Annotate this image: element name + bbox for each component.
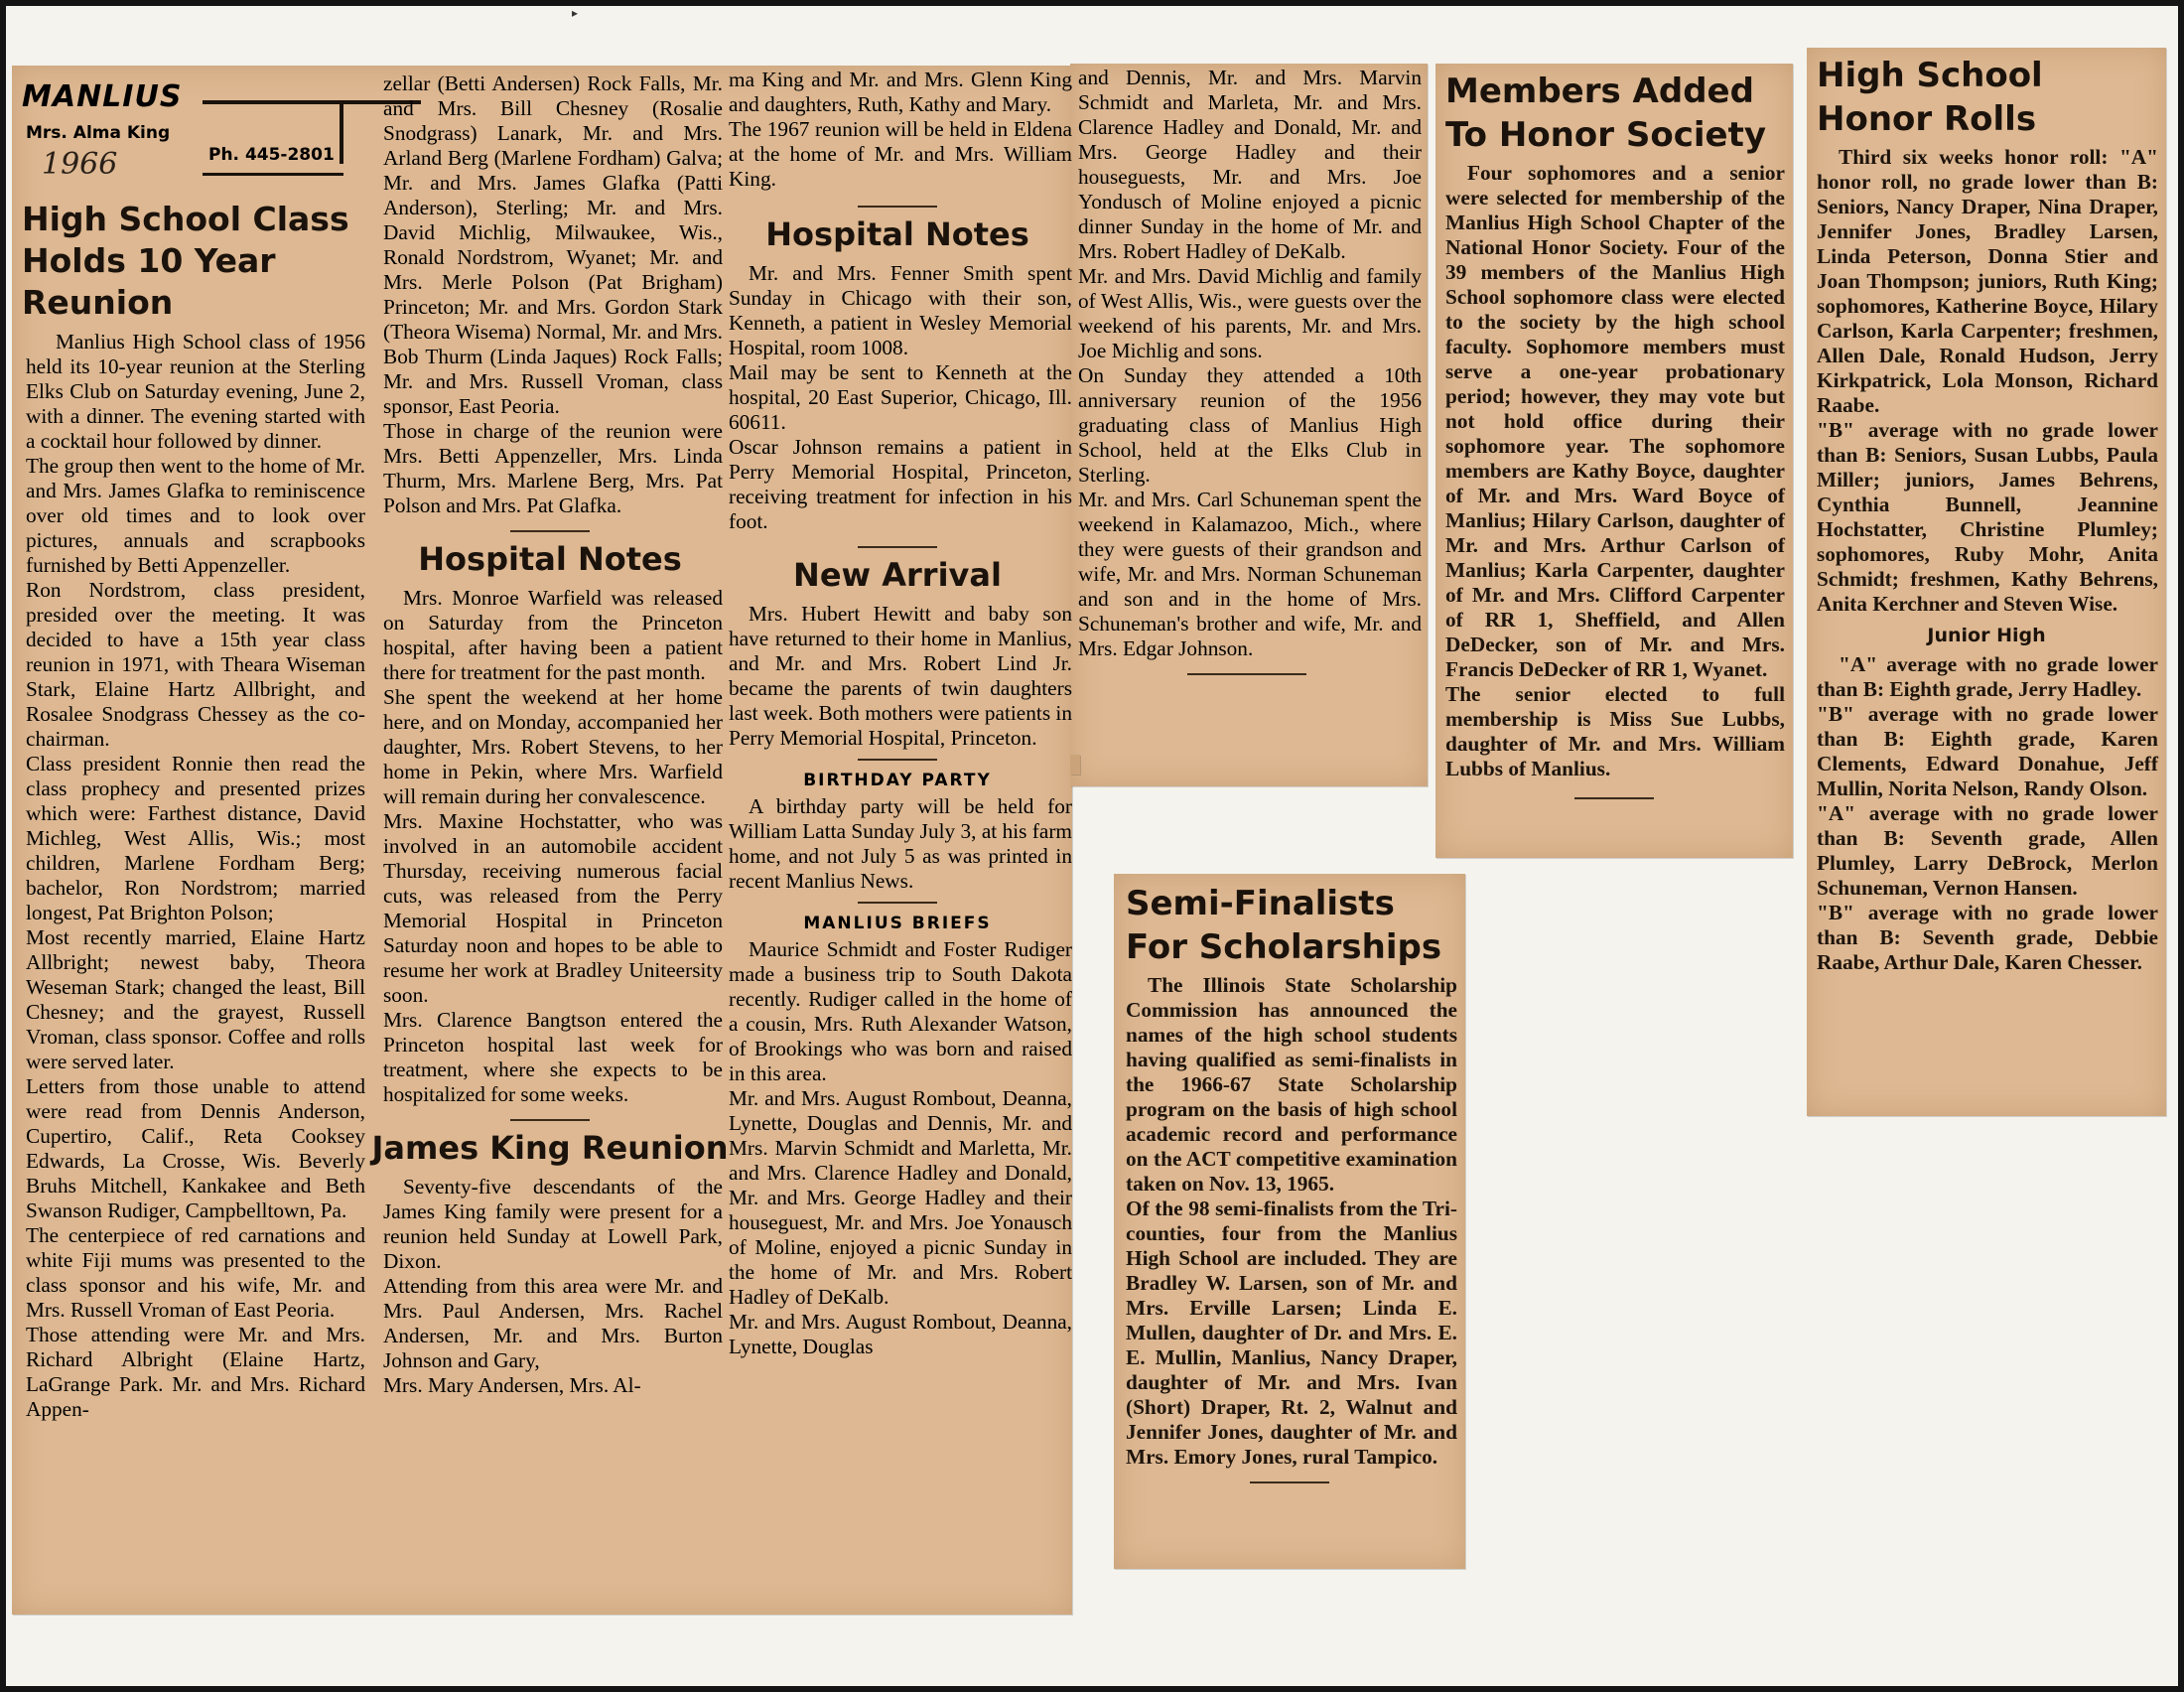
col3-hospital-headline: Hospital Notes: [765, 215, 1029, 253]
honor-society-headline: Members Added To Honor Society: [1445, 71, 1766, 155]
col3-birthday-subhead: BIRTHDAY PARTY: [803, 770, 992, 790]
col3: [717, 68, 1078, 1359]
phone-number: Ph. 445-2801: [208, 145, 335, 165]
col3-briefs-article: Maurice Schmidt and Foster Rudiger made a business trip to South Dakota recently. Rudiger called in the home of a cousin, Mrs. Ruth Alexander Watson, of Brookings who was born and raised in this area. Mr. and Mrs. August Rombout, Deanna, Lynette, Douglas and Dennis, Mr. and Mrs. Marvin Schmidt and Marletta, Mr. and Mrs. Clarence Hadley and Donald, Mr. and Mrs. George Hadley and their houseguest, Mr. and Mrs. Joe Yonausch of Moline, enjoyed a picnic Sunday in the home of Mr. and Mrs. Robert Hadley of DeKalb. Mr. and Mrs. August Rombout, Deanna, Lynette, Douglas: [729, 936, 1072, 1358]
honor-rolls-clipping: [1807, 48, 2166, 1116]
col3-briefs-subhead: MANLIUS BRIEFS: [803, 913, 992, 933]
col2-hospital-article: Mrs. Monroe Warfield was released on Saturday from the Princeton hospital, after having been a patient there for treatment for the past month. She spent the weekend at her home here, and on Monday, accompanied her daughter, Mrs. Robert Stevens, to her home in Pekin, where Mrs. Warfield will remain during her convalescence. Mrs. Maxine Hochstatter, who was involved in an automobile accident Thursday, receiving numerous facial cuts, was released from the Perry Memorial Hospital in Princeton Saturday noon and hopes to be able to resume her work at Bradley Uniteersity soon. Mrs. Clarence Bangtson entered the Princeton hospital last week for treatment, where she expects to be hospitalized for some weeks.: [383, 585, 723, 1106]
col2-hospital-headline: Hospital Notes: [418, 540, 682, 578]
col4-briefs-continued: and Dennis, Mr. and Mrs. Marvin Schmidt and Marleta, Mr. and Mrs. Clarence Hadley and Donald, Mr. and Mrs. George Hadley and their houseguests, Mr. and Mrs. Joe Yondusch of Moline enjoyed a picnic dinner Sunday in the home of Mr. and Mrs. Robert Hadley of DeKalb. Mr. and Mrs. David Michlig and family of West Allis, Wis., were guests over the weekend of his parents, Mr. and Mrs. Joe Michlig and sons. On Sunday they attended a 10th anniversary reunion of the 1956 graduating class of Manlius High School, held at the Elks Club in Sterling. Mr. and Mrs. Carl Schuneman spent the weekend in Kalamazoo, Mich., where they were guests of their grandson and wife, Mr. and Mrs. Norman Schuneman and son and in the home of Mrs. Schuneman's brother and wife, Mr. and Mrs. Edgar Johnson.: [1078, 66, 1422, 660]
col3-birthday-article: A birthday party will be held for William Latta Sunday July 3, at his farm home, and not July 5 as was printed in recent Manlius News.: [729, 793, 1072, 893]
town-name: MANLIUS: [22, 79, 183, 114]
honor-rolls-headline: High School Honor Rolls: [1817, 56, 2043, 139]
col1: [14, 199, 371, 1422]
col4-rule: [1187, 673, 1306, 675]
masthead-vrule: [340, 100, 343, 164]
handwritten-year: 1966: [42, 147, 118, 182]
col2-article-continued: zellar (Betti Andersen) Rock Falls, Mr. and Mrs. Bill Chesney (Rosalie Snodgrass) Lanark, Mr. and Mrs. Arland Berg (Marlene Fordham) Galva; Mr. and Mrs. James Glafka (Patti Anderson), Sterling; Mr. and Mrs. David Michlig, Milwaukee, Wis., Ronald Nordstrom, Wyanet; Mr. and Mrs. Merle Polson (Pat Brigham) Princeton; Mr. and Mrs. Gordon Stark (Theora Wisema) Normal, Mr. and Mrs. Bob Thurm (Linda Jaques) Rock Falls; Mr. and Mrs. Russell Vroman, class sponsor, East Peoria. Those in charge of the reunion were Mrs. Betti Appenzeller, Mrs. Linda Thurm, Mrs. Marlene Berg, Mrs. Pat Polson and Mrs. Pat Glafka.: [383, 71, 723, 517]
col1-headline: High School Class Holds 10 Year Reunion: [22, 200, 349, 322]
col1-article: Manlius High School class of 1956 held its 10-year reunion at the Sterling Elks Club on Saturday evening, June 2, with a dinner. The evening started with a cocktail hour followed by dinner. The group then went to the home of Mr. and Mrs. James Glafka to reminiscence over old times and to look over pictures, annuals and scrapbooks furnished by Betti Appenzeller. Ron Nordstrom, class president, presided over the meeting. It was decided to have a 15th year class reunion in 1971, with Theara Wiseman Stark, Elaine Hartz Allbright, and Rosalee Snodgrass Chessey as the co-chairman. Class president Ronnie then read the class prophecy and presented prizes which were: Farthest distance, David Michleg, West Allis, Wis.; most children, Marlene Fordham Berg; bachelor, Ron Nordstrom; married longest, Pat Brighton Polson; Most recently married, Elaine Hartz Allbright; newest baby, Theora Weseman Stark; changed the least, Bill Chesney; and the grayest, Russell Vroman, class sponsor. Coffee and rolls were served later. Letters from those unable to attend were read from Dennis Anderson, Cupertiro, Calif., Reta Cooksey Edwards, La Crosse, Wis. Beverly Bruhs Mitchell, Kankakee and Beth Swanson Rudiger, Campbelltown, Pa. The centerpiece of red carnations and white Fiji mums was presented to the class sponsor and his wife, Mr. and Mrs. Russell Vroman of East Peoria. Those attending were Mr. and Mrs. Richard Albright (Elaine Hartz, LaGrange Park. Mr. and Mrs. Richard Appen-: [26, 330, 365, 1421]
honor-society-rule: [1574, 797, 1654, 799]
scan-mark: ▸: [572, 6, 579, 20]
junior-high-article: "A" average with no grade lower than B: Eighth grade, Jerry Hadley. "B" average with no grade lower than B: Eighth grade, Karen Clements, Edward Donahue, Jeff Mullin, Norita Nelson, Randy Olson. "A" average with no grade lower than B: Seventh grade, Allen Plumley, Larry DeBrock, Merlon Schuneman, Vernon Hansen. "B" average with no grade lower than B: Seventh grade, Debbie Raabe, Arthur Dale, Karen Chesser.: [1817, 652, 2158, 974]
col3-rule-3: [858, 759, 937, 761]
scholarship-rule: [1250, 1481, 1329, 1483]
honor-rolls-article: Third six weeks honor roll: "A" honor roll, no grade lower than B: Seniors, Nancy Draper, Nina Draper, Jennifer Jones, Bradley Larsen, Linda Peterson, Donna Stier and Joan Thompson; juniors, Ruth King; sophomores, Katherine Boyce, Hilary Carlson, Karla Carpenter; freshmen, Allen Dale, Ronald Hudson, Jerry Kirkpatrick, Lola Monson, Richard Raabe. "B" average with no grade lower than B: Seniors, Susan Lubbs, Paula Miller; juniors, James Behrens, Cynthia Bunnell, Jeannine Hochstatter, Christine Plumley; sophomores, Ruby Mohr, Anita Schmidt; freshmen, Kathy Behrens, Anita Kerchner and Steven Wise.: [1817, 145, 2158, 616]
col3-rule-4: [858, 902, 937, 904]
scholarship-clipping: [1114, 874, 1465, 1569]
col2-reunion-article: Seventy-five descendants of the James King family were present for a reunion held Sunday at Lowell Park, Dixon. Attending from this area were Mr. and Mrs. Paul Andersen, Mrs. Rachel Andersen, Mr. and Mrs. Burton Johnson and Gary, Mrs. Mary Andersen, Mrs. Al-: [383, 1174, 723, 1397]
col2: [371, 71, 729, 1398]
scholarship-article: The Illinois State Scholarship Commission has announced the names of the high school students having qualified as semi-finalists in the 1966-67 State Scholarship program on the basis of high school academic record and performance on the ACT competitive examination taken on Nov. 13, 1965. Of the 98 semi-finalists from the Tri-counties, four from the Manlius High School are included. They are Bradley W. Larsen, son of Mr. and Mrs. Erville Larsen; Linda E. Mullen, daughter of Dr. and Mrs. E. E. Mullin, Manlius, Nancy Draper, daughter of Mr. and Mrs. Ivan (Short) Draper, Rt. 2, Walnut and Jennifer Jones, daughter of Mr. and Mrs. Emory Jones, rural Tampico.: [1126, 973, 1457, 1469]
col3-rule-2: [858, 546, 937, 548]
honor-society-clipping: [1435, 64, 1793, 858]
col3-reunion-continued: ma King and Mr. and Mrs. Glenn King and daughters, Ruth, Kathy and Mary. The 1967 reunion will be held in Eldena at the home of Mr. and Mrs. William King.: [729, 68, 1072, 191]
col3-arrival-article: Mrs. Hubert Hewitt and baby son have returned to their home in Manlius, and Mr. and Mrs. Robert Lind Jr. became the parents of twin daughters last week. Both mothers were patients in Perry Memorial Hospital, Princeton.: [729, 601, 1072, 750]
honor-society-article: Four sophomores and a senior were selected for membership of the Manlius High School Chapter of the National Honor Society. Four of the 39 members of the Manlius High School sophomore class were elected to the society by the high school faculty. Sophomore members must serve a one-year probationary period; however, they may vote but not hold office during their sophomore year. The sophomore members are Kathy Boyce, daughter of Mr. and Mrs. Ward Boyce of Manlius; Hilary Carlson, daughter of Mr. and Mrs. Arthur Carlson of Manlius; Karla Carpenter, daughter of Mr. and Mrs. Clifford Carpenter of RR 1, Sheffield, and Allen DeDecker, son of Mr. and Mrs. Francis DeDecker of RR 1, Wyanet. The senior elected to full membership is Miss Sue Lubbs, daughter of Mr. and Mrs. William Lubbs of Manlius.: [1445, 161, 1785, 780]
masthead-bottom-rule: [203, 173, 343, 176]
col2-rule-2: [510, 1119, 590, 1121]
col2-reunion-headline: James King Reunion: [371, 1128, 729, 1167]
scholarship-headline: Semi-Finalists For Scholarships: [1126, 884, 1442, 967]
col3-rule-1: [858, 206, 937, 208]
col2-rule-1: [510, 530, 590, 532]
masthead: [14, 73, 341, 182]
col3-arrival-headline: New Arrival: [793, 555, 1002, 594]
junior-high-subhead: Junior High: [1927, 625, 2046, 646]
correspondent-name: Mrs. Alma King: [26, 123, 171, 143]
col3-hospital-article: Mr. and Mrs. Fenner Smith spent Sunday in Chicago with their son, Kenneth, a patient in Wesley Memorial Hospital, room 1008. Mail may be sent to Kenneth at the hospital, 20 East Superior, Chicago, Ill. 60611. Oscar Johnson remains a patient in Perry Memorial Hospital, Princeton, receiving treatment for infection in his foot.: [729, 260, 1072, 533]
col4: [1066, 66, 1428, 685]
